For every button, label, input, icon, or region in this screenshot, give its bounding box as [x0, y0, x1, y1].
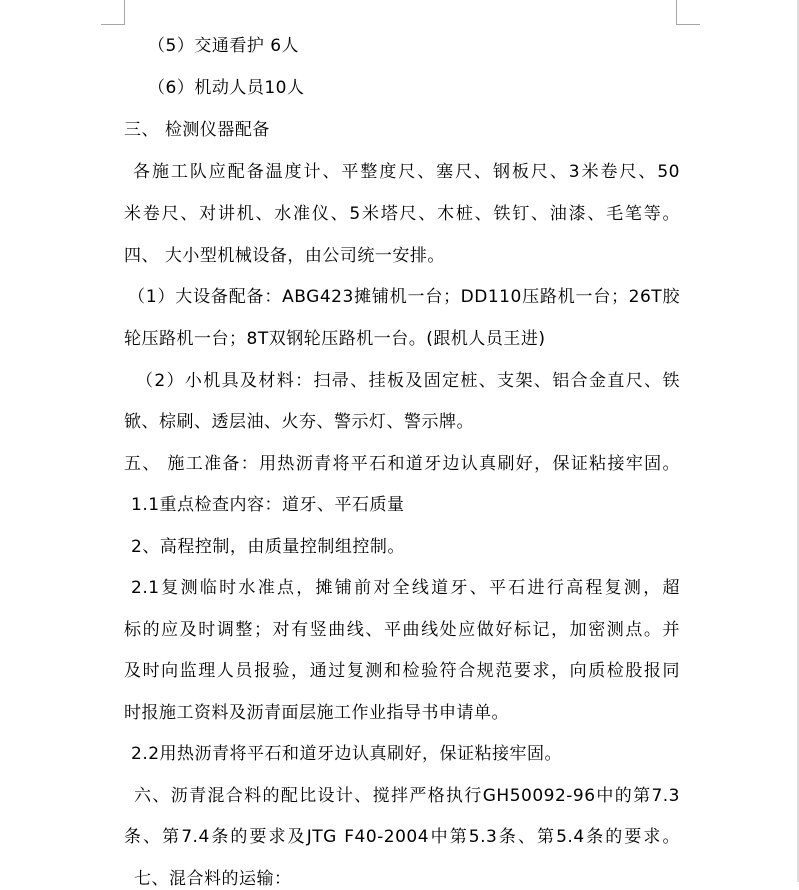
- text-line: 轮压路机一台；8T双钢轮压路机一台。(跟机人员王进): [124, 329, 546, 349]
- section-heading: 五、 施工准备：用热沥青将平石和道牙边认真刷好，保证粘接牢固。: [124, 454, 680, 474]
- section-heading: 四、 大小型机械设备，由公司统一安排。: [124, 246, 445, 266]
- text-line: 标的应及时调整；对有竖曲线、平曲线处应做好标记，加密测点。并: [124, 620, 680, 640]
- text-line: 及时向监理人员报验，通过复测和检验符合规范要求，向质检股报同: [124, 661, 680, 681]
- text-line: （2）小机具及材料：扫帚、挂板及固定桩、支架、铝合金直尺、铁: [136, 371, 680, 391]
- section-heading: 三、 检测仪器配备: [124, 120, 270, 140]
- text-line: 条、第7.4条的要求及JTG F40-2004中第5.3条、第5.4条的要求。: [124, 827, 680, 847]
- crop-mark-top-left: [124, 0, 125, 24]
- crop-mark-top-right: [676, 24, 700, 25]
- crop-mark-top-left: [101, 24, 125, 25]
- text-line: 时报施工资料及沥青面层施工作业指导书申请单。: [124, 703, 509, 723]
- text-line: （5）交通看护 6人: [148, 36, 300, 56]
- text-line: 2.1复测临时水准点，摊铺前对全线道牙、平石进行高程复测，超: [131, 578, 680, 598]
- section-heading: 六、沥青混合料的配比设计、搅拌严格执行GH50092-96中的第7.3: [134, 786, 680, 806]
- text-line: （1）大设备配备：ABG423摊铺机一台；DD110压路机一台；26T胶: [128, 287, 680, 307]
- text-line: （6）机动人员10人: [148, 78, 305, 98]
- text-line: 各施工队应配备温度计、平整度尺、塞尺、钢板尺、3米卷尺、50: [133, 162, 680, 182]
- text-line: 米卷尺、对讲机、水准仪、5米塔尺、木桩、铁钉、油漆、毛笔等。: [124, 204, 680, 224]
- text-line: 锨、棕刷、透层油、火夯、警示灯、警示牌。: [124, 412, 474, 432]
- text-line: 2、高程控制，由质量控制组控制。: [131, 537, 405, 557]
- text-line: 1.1重点检查内容：道牙、平石质量: [131, 495, 405, 515]
- text-line: 2.2用热沥青将平石和道牙边认真刷好，保证粘接牢固。: [131, 744, 563, 764]
- section-heading: 七、混合料的运输：: [134, 869, 292, 889]
- crop-mark-top-right: [676, 0, 677, 24]
